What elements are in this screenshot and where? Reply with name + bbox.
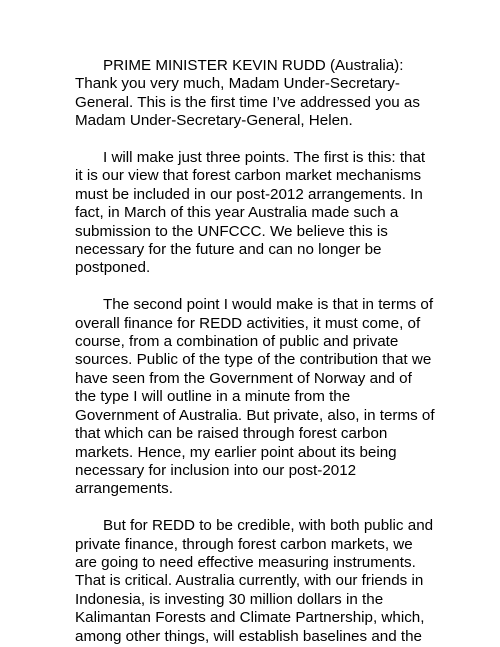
paragraph-measuring-instruments: But for REDD to be credible, with both public and private finance, through forest carbon markets, we are going to need effective measuring instruments. That is critical. Australia currently, with our friends in Indonesia, is investing 30 million dollars in the Kalimantan Forests and Climate Partnership, which, among other things, will establish baselines and the <box>75 517 434 645</box>
paragraph-first-point: I will make just three points. The first is this: that it is our view that forest carbon market mechanisms must be included in our post-2012 arrangements. In fact, in March of this year Australia made such a submission to the UNFCCC. We believe this is necessary for the future and can no longer be postponed. <box>75 149 426 277</box>
paragraph-opening-remarks: PRIME MINISTER KEVIN RUDD (Australia): Thank you very much, Madam Under-Secretary-General. This is the first time I’ve addressed you as Madam Under-Secretary-General, Helen. <box>75 57 420 130</box>
paragraph-second-point: The second point I would make is that in terms of overall finance for REDD activities, it must come, of course, from a combination of public and private sources. Public of the type of the contribution that we have seen from the Government of Norway and of the type I will outline in a minute from the Government of Australia. But private, also, in terms of that which can be raised through forest carbon markets. Hence, my earlier point about its being necessary for inclusion into our post-2012 arrangements. <box>75 296 435 498</box>
document-page <box>75 57 435 646</box>
